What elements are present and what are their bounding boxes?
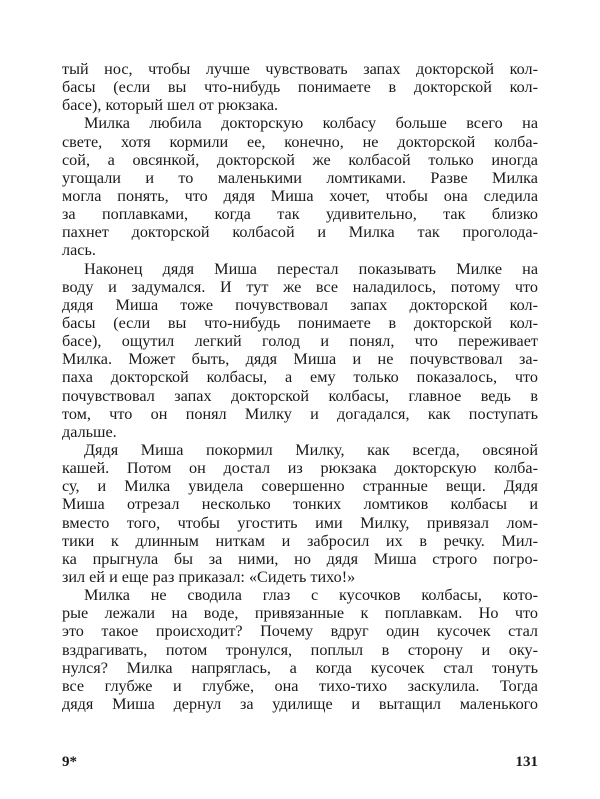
text-line: почувствовал запах докторской колбасы, главное ведь в: [62, 386, 538, 405]
text-line: все глубже и глубже, она тихо-тихо заскулила. Тогда: [62, 676, 538, 695]
page-footer: [62, 754, 538, 771]
text-line: Дядя Миша покормил Милку, как всегда, овсяной: [84, 440, 538, 459]
text-line: дальше.: [62, 422, 117, 441]
paragraph-3: [62, 260, 538, 441]
text-line: зил ей и еще раз приказал: «Сидеть тихо!»: [62, 567, 356, 586]
text-line: тый нос, чтобы лучше чувствовать запах докторской кол-: [62, 60, 538, 78]
text-line: вздрагивать, потом тронулся, поплыл в сторону и оку-: [62, 640, 538, 659]
text-line: дядя Миша дернул за удилище и вытащил маленького: [62, 694, 538, 713]
paragraph-2: [62, 114, 538, 259]
text-line: угощали и то маленькими ломтиками. Разве Милка: [62, 168, 538, 187]
text-line: басе), ощутил легкий голод и понял, что переживает: [62, 332, 538, 351]
text-line: басе), который шел от рюкзака.: [62, 96, 279, 115]
text-line: нулся? Милка напряглась, а когда кусочек стал тонуть: [62, 658, 538, 677]
signature-mark: 9*: [62, 754, 77, 770]
text-line: тики к длинным ниткам и забросил их в речку. Мил-: [62, 531, 538, 550]
text-line: ка прыгнула бы за ними, но дядя Миша строго погро-: [62, 549, 538, 568]
page-number: 131: [515, 754, 538, 770]
text-line: Миша отрезал несколько тонких ломтиков колбасы и: [62, 495, 538, 514]
text-line: воду и задумался. И тут же все наладилось, потому что: [62, 277, 538, 296]
text-line: Милка не сводила глаз с кусочков колбасы, кото-: [84, 586, 538, 605]
text-line: лась.: [62, 241, 96, 260]
text-line: су, и Милка увидела совершенно странные вещи. Дядя: [62, 477, 538, 496]
text-line: басы (если вы что-нибудь понимаете в докторской кол-: [62, 78, 538, 97]
text-line: рые лежали на воде, привязанные к поплавкам. Но что: [62, 604, 538, 623]
text-line: могла понять, что дядя Миша хочет, чтобы она следила: [62, 186, 538, 205]
text-line: дядя Миша тоже почувствовал запах докторской кол-: [62, 295, 538, 314]
text-line: Наконец дядя Миша перестал показывать Милке на: [84, 259, 538, 278]
text-line: за поплавками, когда так удивительно, так близко: [62, 205, 538, 224]
text-line: том, что он понял Милку и догадался, как поступать: [62, 404, 538, 423]
paragraph-1: [62, 60, 538, 114]
text-line: басы (если вы что-нибудь понимаете в докторской кол-: [62, 313, 538, 332]
text-line: Милка. Может быть, дядя Миша и не почувствовал за-: [62, 350, 538, 369]
paragraph-5: [62, 586, 538, 713]
text-line: пахнет докторской колбасой и Милка так проголода-: [62, 223, 538, 242]
text-line: паха докторской колбасы, а ему только показалось, что: [62, 368, 538, 387]
paragraph-4: [62, 441, 538, 586]
text-line: сой, а овсянкой, докторской же колбасой только иногда: [62, 150, 538, 169]
text-line: Милка любила докторскую колбасу больше всего на: [84, 114, 538, 133]
text-line: вместо того, чтобы угостить ими Милку, привязал лом-: [62, 513, 538, 532]
text-line: кашей. Потом он достал из рюкзака докторскую колба-: [62, 459, 538, 478]
text-line: свете, хотя кормили ее, конечно, не докторской колба-: [62, 132, 538, 151]
text-line: это такое происходит? Почему вдруг один кусочек стал: [62, 622, 538, 641]
book-page-text: [62, 60, 538, 713]
